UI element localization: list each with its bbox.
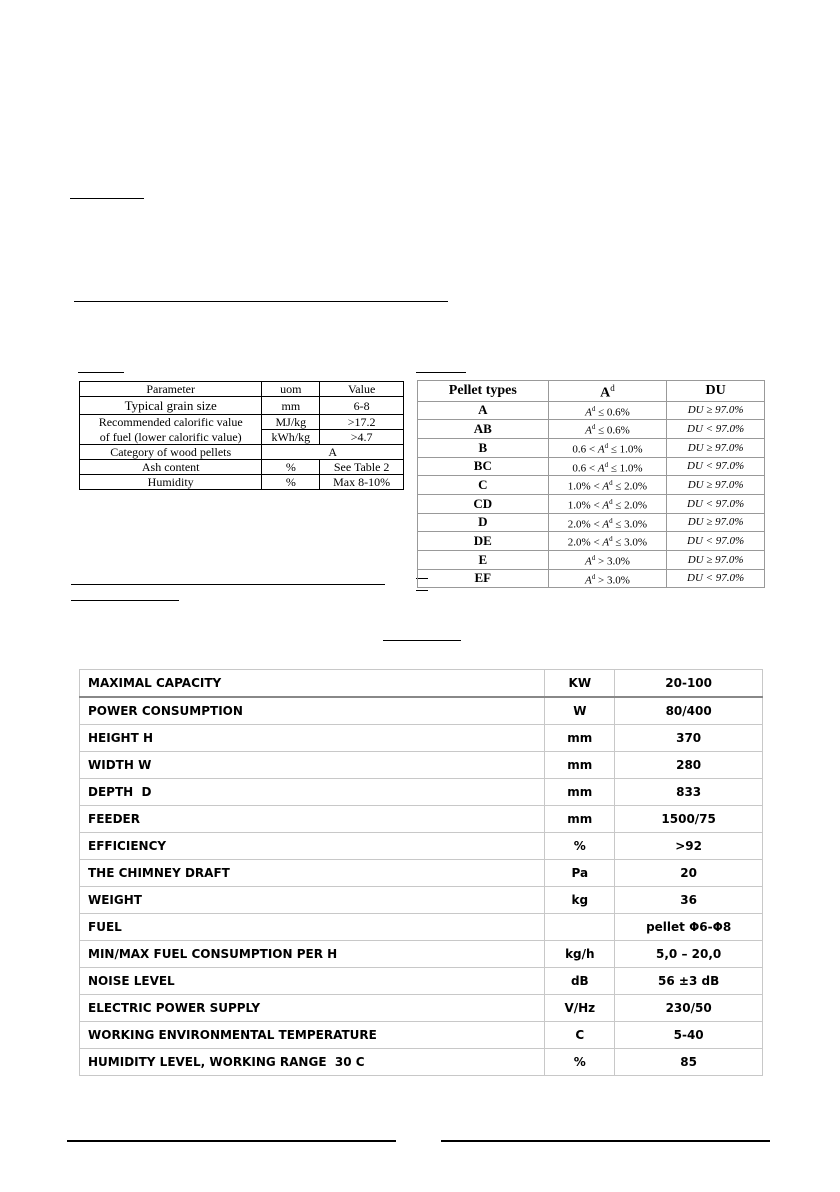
spec-value: 5,0 – 20,0 (615, 941, 763, 968)
du-cell: DU ≥ 97.0% (667, 513, 765, 532)
parameter-cell: of fuel (lower calorific value) (80, 430, 262, 445)
spec-row (80, 779, 763, 806)
technical-data-table (79, 381, 404, 490)
ash-cell: $2.0\% < A^d \le 3.0\%$ (548, 513, 667, 532)
spec-value: 56 ±3 dB (615, 968, 763, 995)
column-header: DU (667, 381, 765, 402)
spec-label: MIN/MAX FUEL CONSUMPTION PER H (80, 941, 545, 968)
spec-unit: kg (545, 887, 615, 914)
parameter-cell: Category of wood pellets (80, 445, 262, 460)
table-row (80, 430, 404, 445)
spec-value: 1500/75 (615, 806, 763, 833)
spec-label: POWER CONSUMPTION (80, 697, 545, 725)
spec-value: 85 (615, 1049, 763, 1076)
spec-label: NOISE LEVEL (80, 968, 545, 995)
value-cell: 6-8 (320, 397, 404, 415)
pellet-types-table (417, 380, 765, 588)
spec-label: MAXIMAL CAPACITY (80, 670, 545, 698)
spec-row (80, 1022, 763, 1049)
spec-value: 36 (615, 887, 763, 914)
spec-label: FEEDER (80, 806, 545, 833)
spec-unit: KW (545, 670, 615, 698)
pellet-type-cell: DE (418, 532, 549, 551)
column-header: Pellet types (418, 381, 549, 402)
spec-unit: mm (545, 779, 615, 806)
spec-unit: mm (545, 752, 615, 779)
spec-value: 370 (615, 725, 763, 752)
pellet-type-cell: BC (418, 457, 549, 476)
pellet-type-cell: D (418, 513, 549, 532)
du-cell: DU ≥ 97.0% (667, 550, 765, 569)
section-heading-underline (70, 198, 144, 199)
ash-superscript: d (610, 383, 615, 393)
value-cell: >17.2 (320, 415, 404, 430)
ash-cell: $1.0\% < A^d \le 2.0\%$ (548, 476, 667, 495)
du-cell: DU ≥ 97.0% (667, 401, 765, 420)
du-cell: DU < 97.0% (667, 569, 765, 588)
uom-cell: % (262, 460, 320, 475)
ash-cell: $A^d \le 0.6\%$ (548, 401, 667, 420)
spec-row (80, 670, 763, 698)
spec-row (80, 941, 763, 968)
value-cell: See Table 2 (320, 460, 404, 475)
table1-caption-underline (78, 372, 124, 373)
table-row (80, 460, 404, 475)
spec-label: WEIGHT (80, 887, 545, 914)
ash-cell: $2.0\% < A^d \le 3.0\%$ (548, 532, 667, 551)
table2-caption-underline (416, 372, 466, 373)
table-header-row (80, 382, 404, 397)
specifications-table (79, 669, 763, 1076)
spec-label: HUMIDITY LEVEL, WORKING RANGE 30 C (80, 1049, 545, 1076)
value-cell: >4.7 (320, 430, 404, 445)
spec-value: 5-40 (615, 1022, 763, 1049)
spec-unit: V/Hz (545, 995, 615, 1022)
value-cell: Max 8-10% (320, 475, 404, 490)
table-row (418, 457, 765, 476)
spec-value: pellet Φ6-Φ8 (615, 914, 763, 941)
pellet-type-cell: C (418, 476, 549, 495)
spec-value: 20 (615, 860, 763, 887)
note-underline-1 (71, 584, 385, 585)
spec-label: EFFICIENCY (80, 833, 545, 860)
uom-cell: % (262, 475, 320, 490)
footer-line-right (441, 1140, 770, 1142)
spec-row (80, 752, 763, 779)
spec-row (80, 914, 763, 941)
spec-row (80, 697, 763, 725)
spec-label: THE CHIMNEY DRAFT (80, 860, 545, 887)
parameter-cell: Humidity (80, 475, 262, 490)
spec-unit: Pa (545, 860, 615, 887)
table-row (418, 420, 765, 439)
spec-label: WORKING ENVIRONMENTAL TEMPERATURE (80, 1022, 545, 1049)
pellet-type-cell: AB (418, 420, 549, 439)
spec-row (80, 995, 763, 1022)
du-cell: DU < 97.0% (667, 532, 765, 551)
uom-cell: kWh/kg (262, 430, 320, 445)
ash-cell: $1.0\% < A^d \le 2.0\%$ (548, 494, 667, 513)
table-row (418, 476, 765, 495)
spec-value: >92 (615, 833, 763, 860)
spec-row (80, 1049, 763, 1076)
spec-unit: % (545, 833, 615, 860)
pellet-type-cell: CD (418, 494, 549, 513)
spec-value: 833 (615, 779, 763, 806)
spec-unit: kg/h (545, 941, 615, 968)
spec-row (80, 725, 763, 752)
spec-unit: C (545, 1022, 615, 1049)
spec-unit: mm (545, 806, 615, 833)
parameter-cell: Recommended calorific value (80, 415, 262, 430)
note-marker-2 (416, 590, 428, 591)
table-row (418, 550, 765, 569)
spec-label: FUEL (80, 914, 545, 941)
spec-value: 230/50 (615, 995, 763, 1022)
spec-label: WIDTH W (80, 752, 545, 779)
spec-value: 80/400 (615, 697, 763, 725)
du-cell: DU ≥ 97.0% (667, 438, 765, 457)
pellet-type-cell: B (418, 438, 549, 457)
spec-unit: W (545, 697, 615, 725)
specs-heading-underline (383, 640, 461, 641)
spec-label: ELECTRIC POWER SUPPLY (80, 995, 545, 1022)
footer-line-left (67, 1140, 396, 1142)
pellet-type-cell: A (418, 401, 549, 420)
pellet-type-cell: E (418, 550, 549, 569)
parameter-cell: Ash content (80, 460, 262, 475)
table-row (418, 569, 765, 588)
ash-cell: $A^d > 3.0\%$ (548, 550, 667, 569)
table-row (80, 445, 404, 460)
uom-cell: MJ/kg (262, 415, 320, 430)
ash-cell: $0.6 < A^d \le 1.0\%$ (548, 457, 667, 476)
parameter-cell: Typical grain size (80, 397, 262, 415)
spec-row (80, 887, 763, 914)
column-header: Value (320, 382, 404, 397)
spec-row (80, 968, 763, 995)
column-header: uom (262, 382, 320, 397)
ash-cell: $0.6 < A^d \le 1.0\%$ (548, 438, 667, 457)
table-row (418, 494, 765, 513)
subsection-heading-underline (74, 301, 448, 302)
du-cell: DU < 97.0% (667, 420, 765, 439)
spec-unit: dB (545, 968, 615, 995)
ash-cell: $A^d \le 0.6\%$ (548, 420, 667, 439)
spec-row (80, 806, 763, 833)
table-row (80, 475, 404, 490)
spec-value: 20-100 (615, 670, 763, 698)
column-header (548, 381, 667, 402)
du-cell: DU ≥ 97.0% (667, 476, 765, 495)
table-row (418, 438, 765, 457)
spec-label: DEPTH D (80, 779, 545, 806)
table-row (80, 415, 404, 430)
pellet-type-cell: EF (418, 569, 549, 588)
ash-cell: $A^d > 3.0\%$ (548, 569, 667, 588)
spec-unit: mm (545, 725, 615, 752)
table-row (80, 397, 404, 415)
table-row (418, 532, 765, 551)
table-row (418, 513, 765, 532)
du-cell: DU < 97.0% (667, 457, 765, 476)
merged-value-cell: A (262, 445, 404, 460)
table-row (418, 401, 765, 420)
table-header-row (418, 381, 765, 402)
spec-unit: % (545, 1049, 615, 1076)
du-cell: DU < 97.0% (667, 494, 765, 513)
spec-row (80, 833, 763, 860)
column-header: Parameter (80, 382, 262, 397)
spec-value: 280 (615, 752, 763, 779)
ash-symbol: A (600, 385, 611, 401)
note-underline-2 (71, 600, 179, 601)
spec-label: HEIGHT H (80, 725, 545, 752)
spec-unit (545, 914, 615, 941)
uom-cell: mm (262, 397, 320, 415)
spec-row (80, 860, 763, 887)
